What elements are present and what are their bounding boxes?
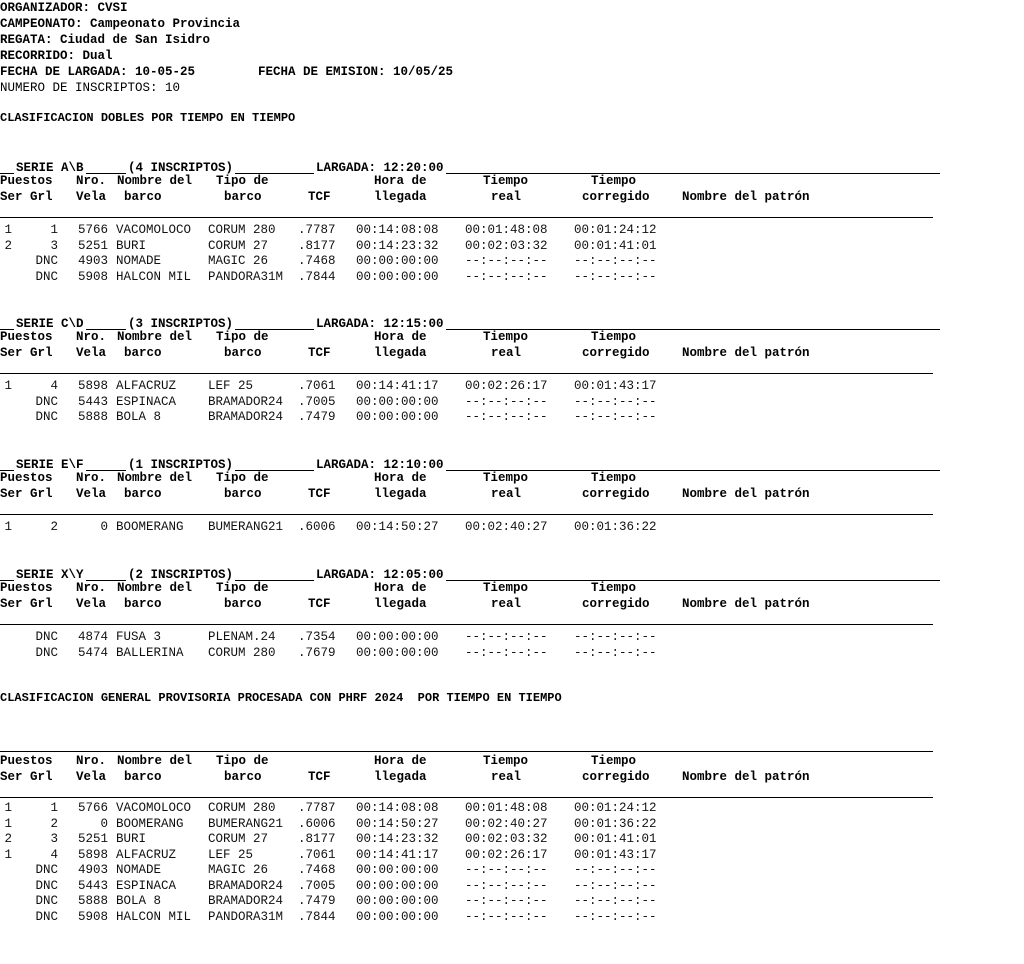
grl-cell: 2: [50, 520, 58, 534]
ser-grl-header: Ser Grl: [0, 597, 53, 611]
grl-cell: DNC: [35, 909, 58, 924]
table-row: [0, 879, 700, 894]
tipo-cell: BUMERANG21: [208, 816, 284, 831]
tcf-cell: .8177: [298, 238, 336, 253]
table-row: [0, 894, 700, 909]
tiempo-real-header: Tiempo: [483, 174, 529, 188]
ser-grl-header: Ser Grl: [0, 770, 53, 784]
ser-grl-header: Ser Grl: [0, 487, 53, 501]
corregido-header: corregido: [582, 190, 650, 204]
serie-label: SERIE C\D: [16, 317, 84, 331]
hora-de-header: Hora de: [374, 581, 427, 595]
corregido-cell: --:--:--:--: [574, 878, 657, 893]
nro-header: Nro.: [76, 174, 107, 188]
hora-cell: 00:14:23:32: [356, 238, 439, 253]
column-header: [0, 753, 933, 798]
table-row: [0, 848, 700, 863]
corregido-cell: --:--:--:--: [574, 630, 657, 644]
ser-cell: 1: [4, 847, 12, 862]
table-row: [0, 910, 700, 925]
corregido-cell: 00:01:43:17: [574, 379, 657, 393]
nro-header: Nro.: [76, 471, 107, 485]
serie-inscriptos: (1 INSCRIPTOS): [128, 458, 234, 472]
tipo-cell: PANDORA31M: [208, 269, 284, 284]
corregido-cell: --:--:--:--: [574, 269, 657, 284]
vela-header: Vela: [76, 770, 107, 784]
table-row: [0, 801, 700, 816]
corregido-cell: 00:01:36:22: [574, 816, 657, 831]
serie-label: SERIE A\B: [16, 161, 84, 175]
vela-header: Vela: [76, 487, 107, 501]
nombre-cell: BURI: [116, 238, 147, 253]
hora-cell: 00:00:00:00: [356, 630, 439, 644]
nombre-cell: ALFACRUZ: [116, 847, 177, 862]
tcf-cell: .7468: [298, 254, 336, 268]
ser-grl-header: Ser Grl: [0, 346, 53, 360]
nombre-del-header: Nombre del: [117, 754, 193, 768]
corregido-cell: --:--:--:--: [574, 645, 657, 660]
real-cell: --:--:--:--: [465, 410, 548, 424]
grl-cell: 1: [50, 801, 58, 815]
hora-cell: 00:00:00:00: [356, 894, 439, 908]
ser-cell: 1: [4, 223, 12, 237]
grl-cell: 4: [50, 847, 58, 862]
inscriptos-line: NUMERO DE INSCRIPTOS: 10: [0, 81, 181, 95]
corregido-cell: --:--:--:--: [574, 909, 657, 924]
general-top-rule: [0, 751, 933, 752]
tcf-cell: .7679: [298, 645, 336, 660]
nombre-del-header: Nombre del: [117, 471, 193, 485]
table-row: [0, 863, 700, 878]
nombre-cell: ALFACRUZ: [116, 379, 177, 393]
vela-cell: 4874: [77, 630, 108, 644]
hora-cell: 00:14:50:27: [356, 520, 439, 534]
hora-cell: 00:14:41:17: [356, 379, 439, 393]
tcf-cell: .7468: [298, 863, 336, 877]
nombre-cell: BURI: [116, 832, 147, 846]
nombre-cell: BOOMERANG: [116, 520, 184, 534]
serie-inscriptos: (2 INSCRIPTOS): [128, 568, 234, 582]
grl-cell: DNC: [35, 410, 58, 424]
tcf-header: TCF: [308, 190, 331, 204]
tcf-cell: .7354: [298, 630, 336, 644]
tipo-cell: LEF 25: [208, 847, 254, 862]
column-header: [0, 173, 933, 218]
hora-cell: 00:00:00:00: [356, 909, 439, 924]
nombre-cell: BOLA 8: [116, 410, 162, 424]
tipo-de-header: Tipo de: [216, 330, 269, 344]
corregido-header: corregido: [582, 346, 650, 360]
fecha-largada-line: FECHA DE LARGADA: 10-05-25: [0, 65, 196, 79]
llegada-header: llegada: [374, 346, 427, 360]
corregido-header: corregido: [582, 770, 650, 784]
ser-cell: 1: [4, 801, 12, 815]
corregido-cell: --:--:--:--: [574, 863, 657, 877]
real-cell: 00:02:03:32: [465, 238, 548, 253]
real-header: real: [491, 487, 522, 501]
tipo-cell: CORUM 27: [208, 832, 269, 846]
tcf-cell: .7787: [298, 223, 336, 237]
real-cell: --:--:--:--: [465, 254, 548, 268]
nro-header: Nro.: [76, 581, 107, 595]
tcf-header: TCF: [308, 346, 331, 360]
corregido-cell: --:--:--:--: [574, 254, 657, 268]
hora-cell: 00:00:00:00: [356, 394, 439, 409]
nombre-patron-header: Nombre del patrón: [682, 597, 810, 611]
table-row: [0, 270, 700, 285]
nombre-del-header: Nombre del: [117, 174, 193, 188]
corregido-cell: 00:01:24:12: [574, 223, 657, 237]
vela-cell: 0: [100, 520, 108, 534]
nombre-del-header: Nombre del: [117, 330, 193, 344]
llegada-header: llegada: [374, 597, 427, 611]
tipo-cell: BUMERANG21: [208, 520, 284, 534]
ser-cell: 1: [4, 379, 12, 393]
vela-cell: 0: [100, 816, 108, 831]
nombre-del-header: Nombre del: [117, 581, 193, 595]
tcf-cell: .7061: [298, 379, 336, 393]
tcf-cell: .6006: [298, 520, 336, 534]
tcf-cell: .7844: [298, 909, 336, 924]
tipo-cell: PANDORA31M: [208, 909, 284, 924]
table-row: [0, 379, 700, 394]
barco-header: barco: [124, 487, 162, 501]
tcf-cell: .7787: [298, 801, 336, 815]
vela-cell: 5898: [77, 847, 108, 862]
nro-header: Nro.: [76, 330, 107, 344]
serie-largada: LARGADA: 12:15:00: [316, 317, 444, 331]
tipo-cell: MAGIC 26: [208, 254, 269, 268]
vela-header: Vela: [76, 346, 107, 360]
nombre-cell: BALLERINA: [116, 645, 184, 660]
corregido-cell: 00:01:43:17: [574, 847, 657, 862]
grl-cell: 1: [50, 223, 58, 237]
tipo-de-header: Tipo de: [216, 471, 269, 485]
vela-cell: 4903: [77, 863, 108, 877]
real-cell: 00:01:48:08: [465, 801, 548, 815]
nombre-patron-header: Nombre del patrón: [682, 487, 810, 501]
hora-de-header: Hora de: [374, 471, 427, 485]
real-cell: 00:02:40:27: [465, 520, 548, 534]
tcf-cell: .6006: [298, 816, 336, 831]
grl-cell: DNC: [35, 878, 58, 893]
vela-cell: 5766: [77, 223, 108, 237]
corregido-cell: 00:01:36:22: [574, 520, 657, 534]
puestos-header: Puestos: [0, 471, 53, 485]
corregido-cell: --:--:--:--: [574, 410, 657, 424]
vela-header: Vela: [76, 597, 107, 611]
real-cell: --:--:--:--: [465, 878, 548, 893]
serie-bar: [0, 312, 940, 330]
hora-cell: 00:14:08:08: [356, 801, 439, 815]
real-header: real: [491, 190, 522, 204]
ser-cell: 2: [4, 832, 12, 846]
hora-cell: 00:00:00:00: [356, 645, 439, 660]
real-header: real: [491, 597, 522, 611]
corregido-cell: 00:01:41:01: [574, 238, 657, 253]
puestos-header: Puestos: [0, 330, 53, 344]
grl-cell: 3: [50, 238, 58, 253]
tcf-cell: .7005: [298, 394, 336, 409]
real-cell: --:--:--:--: [465, 645, 548, 660]
serie-label: SERIE E\F: [16, 458, 84, 472]
vela-cell: 5888: [77, 410, 108, 424]
nombre-cell: VACOMOLOCO: [116, 801, 192, 815]
tiempo-real-header: Tiempo: [483, 330, 529, 344]
campeonato-line: CAMPEONATO: Campeonato Provincia: [0, 17, 241, 31]
nombre-cell: NOMADE: [116, 254, 162, 268]
serie-inscriptos: (3 INSCRIPTOS): [128, 317, 234, 331]
tipo-cell: CORUM 27: [208, 238, 269, 253]
tipo-barco-header: barco: [224, 346, 262, 360]
nombre-cell: VACOMOLOCO: [116, 223, 192, 237]
serie-bar: [0, 453, 940, 471]
hora-cell: 00:00:00:00: [356, 254, 439, 268]
tcf-cell: .7005: [298, 878, 336, 893]
vela-cell: 4903: [77, 254, 108, 268]
serie-largada: LARGADA: 12:10:00: [316, 458, 444, 472]
tcf-header: TCF: [308, 487, 331, 501]
tiempo-real-header: Tiempo: [483, 581, 529, 595]
grl-cell: DNC: [35, 863, 58, 877]
grl-cell: 2: [50, 816, 58, 831]
barco-header: barco: [124, 770, 162, 784]
grl-cell: DNC: [35, 645, 58, 660]
nombre-cell: NOMADE: [116, 863, 162, 877]
real-cell: --:--:--:--: [465, 863, 548, 877]
column-header: [0, 470, 933, 515]
hora-cell: 00:00:00:00: [356, 878, 439, 893]
vela-cell: 5908: [77, 269, 108, 284]
ser-grl-header: Ser Grl: [0, 190, 53, 204]
serie-label: SERIE X\Y: [16, 568, 84, 582]
tcf-cell: .7061: [298, 847, 336, 862]
llegada-header: llegada: [374, 770, 427, 784]
ser-cell: 1: [4, 520, 12, 534]
serie-bar: [0, 156, 940, 174]
column-header: [0, 580, 933, 625]
nombre-cell: ESPINACA: [116, 878, 177, 893]
puestos-header: Puestos: [0, 174, 53, 188]
real-cell: --:--:--:--: [465, 269, 548, 284]
regata-line: REGATA: Ciudad de San Isidro: [0, 33, 211, 47]
tipo-cell: BRAMADOR24: [208, 878, 284, 893]
tcf-header: TCF: [308, 770, 331, 784]
table-row: [0, 630, 700, 645]
hora-de-header: Hora de: [374, 330, 427, 344]
tipo-cell: CORUM 280: [208, 645, 276, 660]
corregido-cell: 00:01:24:12: [574, 801, 657, 815]
real-header: real: [491, 770, 522, 784]
nombre-cell: BOLA 8: [116, 894, 162, 908]
corregido-cell: 00:01:41:01: [574, 832, 657, 846]
tipo-de-header: Tipo de: [216, 174, 269, 188]
puestos-header: Puestos: [0, 754, 53, 768]
tcf-cell: .8177: [298, 832, 336, 846]
tipo-cell: LEF 25: [208, 379, 254, 393]
recorrido-line: RECORRIDO: Dual: [0, 49, 113, 63]
hora-cell: 00:14:41:17: [356, 847, 439, 862]
corregido-cell: --:--:--:--: [574, 394, 657, 409]
table-row: [0, 395, 700, 410]
grl-cell: 4: [50, 379, 58, 393]
table-row: [0, 817, 700, 832]
vela-cell: 5251: [77, 832, 108, 846]
hora-de-header: Hora de: [374, 174, 427, 188]
real-cell: --:--:--:--: [465, 630, 548, 644]
tipo-cell: PLENAM.24: [208, 630, 276, 644]
fecha-emision-line: FECHA DE EMISION: 10/05/25: [258, 65, 454, 79]
corregido-cell: --:--:--:--: [574, 894, 657, 908]
general-title: CLASIFICACION GENERAL PROVISORIA PROCESADA CON PHRF 2024 POR TIEMPO EN TIEMPO: [0, 691, 562, 705]
vela-header: Vela: [76, 190, 107, 204]
organizador-line: ORGANIZADOR: CVSI: [0, 1, 128, 15]
tipo-barco-header: barco: [224, 597, 262, 611]
table-row: [0, 520, 700, 535]
real-cell: 00:02:26:17: [465, 847, 548, 862]
grl-cell: DNC: [35, 894, 58, 908]
real-cell: --:--:--:--: [465, 394, 548, 409]
vela-cell: 5251: [77, 238, 108, 253]
tipo-barco-header: barco: [224, 770, 262, 784]
corregido-header: corregido: [582, 487, 650, 501]
grl-cell: DNC: [35, 630, 58, 644]
nombre-cell: HALCON MIL: [116, 909, 192, 924]
tipo-cell: BRAMADOR24: [208, 394, 284, 409]
nombre-cell: ESPINACA: [116, 394, 177, 409]
grl-cell: DNC: [35, 394, 58, 409]
barco-header: barco: [124, 597, 162, 611]
hora-cell: 00:00:00:00: [356, 410, 439, 424]
tipo-de-header: Tipo de: [216, 581, 269, 595]
table-row: [0, 223, 700, 238]
vela-cell: 5443: [77, 394, 108, 409]
tcf-cell: .7479: [298, 410, 336, 424]
tiempo-real-header: Tiempo: [483, 471, 529, 485]
tipo-cell: CORUM 280: [208, 223, 276, 237]
tcf-cell: .7844: [298, 269, 336, 284]
nombre-cell: BOOMERANG: [116, 816, 184, 831]
tipo-barco-header: barco: [224, 487, 262, 501]
tipo-cell: BRAMADOR24: [208, 894, 284, 908]
grl-cell: 3: [50, 832, 58, 846]
vela-cell: 5443: [77, 878, 108, 893]
puestos-header: Puestos: [0, 581, 53, 595]
vela-cell: 5474: [77, 645, 108, 660]
serie-inscriptos: (4 INSCRIPTOS): [128, 161, 234, 175]
hora-cell: 00:14:08:08: [356, 223, 439, 237]
barco-header: barco: [124, 346, 162, 360]
vela-cell: 5908: [77, 909, 108, 924]
grl-cell: DNC: [35, 254, 58, 268]
tipo-cell: CORUM 280: [208, 801, 276, 815]
nombre-cell: FUSA 3: [116, 630, 162, 644]
grl-cell: DNC: [35, 269, 58, 284]
table-row: [0, 832, 700, 847]
nro-header: Nro.: [76, 754, 107, 768]
real-cell: 00:02:40:27: [465, 816, 548, 831]
nombre-patron-header: Nombre del patrón: [682, 770, 810, 784]
real-cell: --:--:--:--: [465, 909, 548, 924]
table-row: [0, 646, 700, 661]
vela-cell: 5766: [77, 801, 108, 815]
llegada-header: llegada: [374, 487, 427, 501]
real-cell: 00:02:03:32: [465, 832, 548, 846]
ser-cell: 2: [4, 238, 12, 253]
table-row: [0, 410, 700, 425]
serie-bar: [0, 563, 940, 581]
tipo-barco-header: barco: [224, 190, 262, 204]
real-cell: 00:02:26:17: [465, 379, 548, 393]
nombre-patron-header: Nombre del patrón: [682, 346, 810, 360]
real-cell: 00:01:48:08: [465, 223, 548, 237]
nombre-cell: HALCON MIL: [116, 269, 192, 284]
vela-cell: 5898: [77, 379, 108, 393]
hora-cell: 00:00:00:00: [356, 863, 439, 877]
tiempo-corregido-header: Tiempo: [591, 581, 637, 595]
tiempo-corregido-header: Tiempo: [591, 471, 637, 485]
real-header: real: [491, 346, 522, 360]
tipo-de-header: Tipo de: [216, 754, 269, 768]
real-cell: --:--:--:--: [465, 894, 548, 908]
clasificacion-title: CLASIFICACION DOBLES POR TIEMPO EN TIEMPO: [0, 111, 296, 125]
table-row: [0, 254, 700, 269]
vela-cell: 5888: [77, 894, 108, 908]
corregido-header: corregido: [582, 597, 650, 611]
tiempo-real-header: Tiempo: [483, 754, 529, 768]
barco-header: barco: [124, 190, 162, 204]
hora-cell: 00:00:00:00: [356, 269, 439, 284]
table-row: [0, 239, 700, 254]
hora-cell: 00:14:23:32: [356, 832, 439, 846]
serie-largada: LARGADA: 12:05:00: [316, 568, 444, 582]
tipo-cell: MAGIC 26: [208, 863, 269, 877]
nombre-patron-header: Nombre del patrón: [682, 190, 810, 204]
llegada-header: llegada: [374, 190, 427, 204]
ser-cell: 1: [4, 816, 12, 831]
column-header: [0, 329, 933, 374]
tiempo-corregido-header: Tiempo: [591, 330, 637, 344]
serie-largada: LARGADA: 12:20:00: [316, 161, 444, 175]
tiempo-corregido-header: Tiempo: [591, 174, 637, 188]
tcf-cell: .7479: [298, 894, 336, 908]
hora-cell: 00:14:50:27: [356, 816, 439, 831]
tcf-header: TCF: [308, 597, 331, 611]
tipo-cell: BRAMADOR24: [208, 410, 284, 424]
tiempo-corregido-header: Tiempo: [591, 754, 637, 768]
hora-de-header: Hora de: [374, 754, 427, 768]
